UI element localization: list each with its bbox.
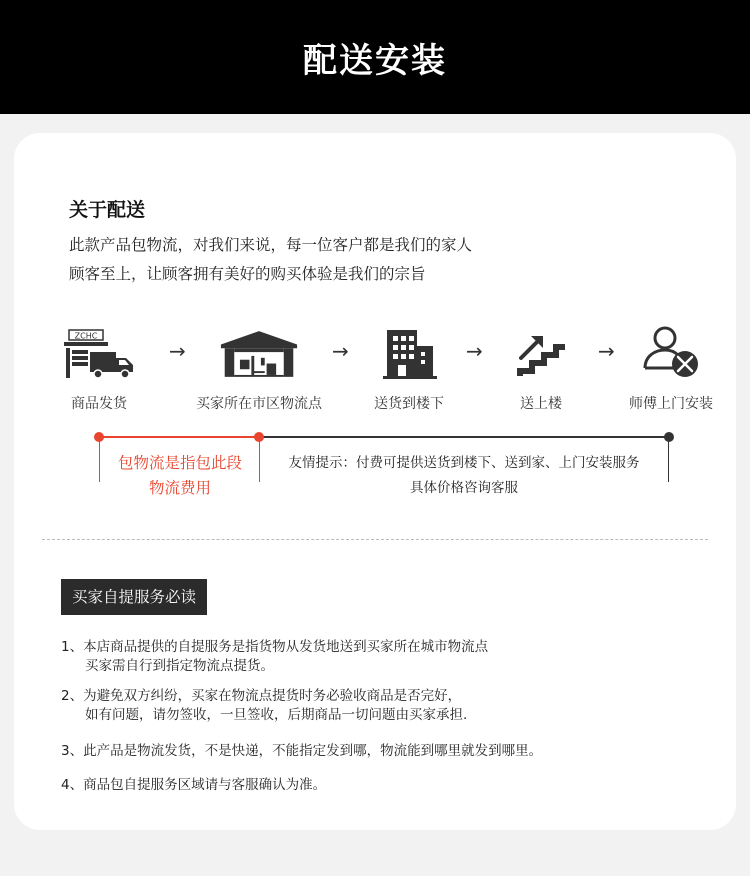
friendly-tip: 友情提示：付费可提供送货到楼下、送到家、上门安装服务 具体价格咨询客服 xyxy=(288,455,640,496)
rule-item: 4、商品包自提服务区域请与客服确认为准。 xyxy=(61,777,327,793)
rule-item: 3、此产品是物流发货，不是快递，不能指定发到哪，物流能到哪里就发到哪里。 xyxy=(61,743,543,759)
timeline-dot-end xyxy=(664,432,674,442)
delivery-card xyxy=(14,133,736,830)
timeline-red-segment xyxy=(99,436,259,438)
arrow-right-icon: → xyxy=(598,339,615,363)
timeline-dark-segment xyxy=(259,436,669,438)
step-ship-label: 商品发货 xyxy=(71,396,127,412)
stairs-icon xyxy=(501,328,581,380)
building-icon xyxy=(369,328,449,380)
arrow-right-icon: → xyxy=(332,339,349,363)
timeline-bracket-right xyxy=(668,438,669,482)
step-install xyxy=(596,328,746,413)
truck-warehouse-icon xyxy=(59,328,139,380)
step-city-logistics xyxy=(184,328,334,413)
step-upstairs-label: 送上楼 xyxy=(520,396,562,412)
about-delivery-line2: 顾客至上，让顾客拥有美好的购买体验是我们的宗旨 xyxy=(69,265,426,283)
step-city-logistics-label: 买家所在市区物流点 xyxy=(196,396,322,412)
pickup-service-badge: 买家自提服务必读 xyxy=(61,579,207,615)
step-install-label: 师傅上门安装 xyxy=(629,396,713,412)
step-ship xyxy=(24,328,174,413)
step-downstairs xyxy=(334,328,484,413)
warehouse-sign: ZCHC xyxy=(74,331,98,341)
installer-tools-icon xyxy=(631,328,711,380)
about-delivery-line1: 此款产品包物流，对我们来说，每一位客户都是我们的家人 xyxy=(69,236,473,254)
section-divider xyxy=(42,539,708,540)
rule-item: 2、为避免双方纠纷，买家在物流点提货时务必验收商品是否完好， 如有问题，请勿签收，一旦签收，后期商品一切问题由买家承担. xyxy=(61,688,468,723)
page-header xyxy=(0,0,750,114)
arrow-right-icon: → xyxy=(169,339,186,363)
page-title: 配送安装 xyxy=(303,40,447,81)
arrow-right-icon: → xyxy=(466,339,483,363)
step-upstairs xyxy=(466,328,616,413)
rule-item: 1、本店商品提供的自提服务是指货物从发货地送到买家所在城市物流点 买家需自行到指定物流点提货。 xyxy=(61,639,489,674)
logistics-coverage-note: 包物流是指包此段 物流费用 xyxy=(117,454,242,497)
warehouse-forklift-icon xyxy=(219,328,299,380)
step-downstairs-label: 送货到楼下 xyxy=(374,396,444,412)
about-delivery-title: 关于配送 xyxy=(69,199,146,221)
